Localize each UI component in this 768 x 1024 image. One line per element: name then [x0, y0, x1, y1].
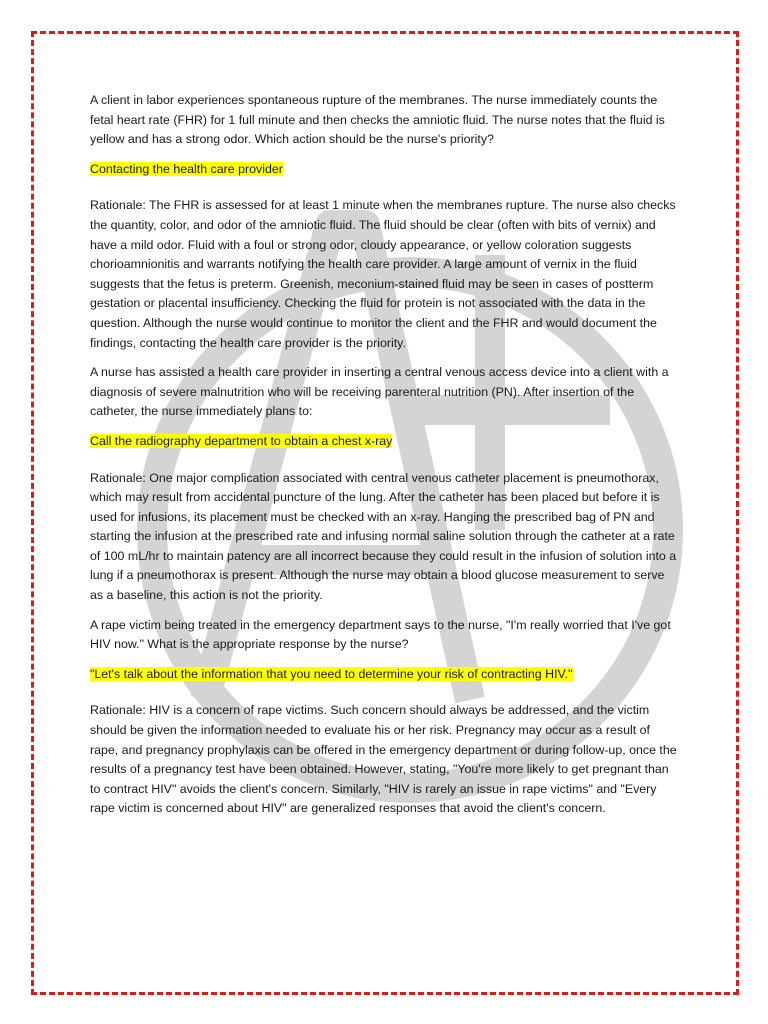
- answer-2: [90, 432, 680, 452]
- answer-3-highlight: "Let's talk about the information that you need to determine your risk of contracting HIV.": [90, 666, 573, 681]
- answer-1-highlight: Contacting the health care provider: [90, 161, 283, 176]
- answer-1: [90, 160, 680, 180]
- question-3: A rape victim being treated in the emergency department says to the nurse, "I'm really worried that I've got HIV now." What is the appropriate response by the nurse?: [90, 617, 671, 652]
- question-1: A client in labor experiences spontaneous rupture of the membranes. The nurse immediately counts the fetal heart rate (FHR) for 1 full minute and then checks the amniotic fluid. The nurse notes that the fluid is yellow and has a strong odor. Which action should be the nurse's priority?: [90, 93, 665, 147]
- answer-3: [90, 665, 680, 685]
- answer-2-highlight: Call the radiography department to obtain a chest x-ray: [90, 433, 393, 448]
- document-body: [90, 91, 680, 829]
- question-2: A nurse has assisted a health care provider in inserting a central venous access device into a client with a diagnosis of severe malnutrition who will be receiving parenteral nutrition (PN). After insertion of the catheter, the nurse immediately plans to:: [90, 365, 669, 419]
- rationale-2: Rationale: One major complication associated with central venous catheter placement is pneumothorax, which may result from accidental puncture of the lung. After the catheter has been placed but before it is used for infusions, its placement must be checked with an x-ray. Hanging the prescribed bag of PN and starting the infusion at the prescribed rate and infusing normal saline solution through the catheter at a rate of 100 mL/hr to maintain patency are all incorrect because they could result in the infusion of solution into a lung if a pneumothorax is present. Although the nurse may obtain a blood glucose measurement to serve as a baseline, this action is not the priority.: [90, 470, 677, 603]
- rationale-3: Rationale: HIV is a concern of rape victims. Such concern should always be addressed, and the victim should be given the information needed to evaluate his or her risk. Pregnancy may occur as a result of rape, and pregnancy prophylaxis can be offered in the emergency department or during follow-up, once the results of a pregnancy test have been obtained. However, stating, "You're more likely to get pregnant than to contract HIV" avoids the client's concern. Similarly, "HIV is rarely an issue in rape victims" and "Every rape victim is concerned about HIV" are generalized responses that avoid the client's concern.: [90, 703, 677, 816]
- rationale-1: Rationale: The FHR is assessed for at least 1 minute when the membranes rupture. The nurse also checks the quantity, color, and odor of the amniotic fluid. The fluid should be clear (often with bits of vernix) and have a mild odor. Fluid with a foul or strong odor, cloudy appearance, or yellow coloration suggests chorioamnionitis and warrants notifying the health care provider. A large amount of vernix in the fluid suggests that the fetus is preterm. Greenish, meconium-stained fluid may be seen in cases of postterm gestation or placental insufficiency. Checking the fluid for protein is not associated with the data in the question. Although the nurse would continue to monitor the client and the FHR and would document the findings, contacting the health care provider is the priority.: [90, 198, 676, 350]
